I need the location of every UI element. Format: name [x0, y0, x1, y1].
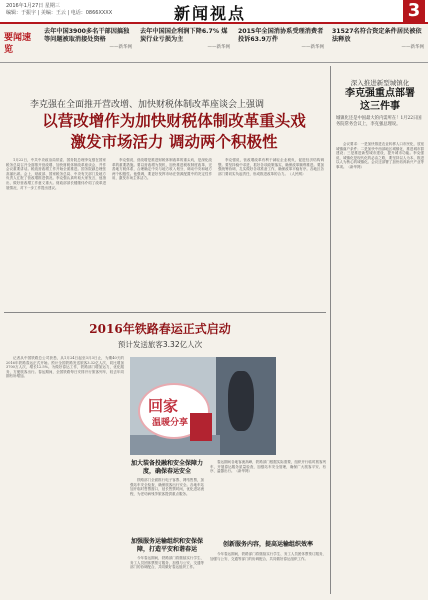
photo-sign-text: 温暖分享	[152, 418, 189, 428]
issue-date	[6, 3, 112, 17]
second-article-col-4	[210, 460, 326, 538]
article-text: 记者从中国铁路总公司获悉，从1月24日起至3月3日止，为期40天的2016年铁路春运正式开始。预计全国铁路发送旅客3.32亿人次，同比增加3700万人次，增长12.5%。为做好春运工作，铁路部门增加运力，优化服务，方便旅客出行。春运期间，全国铁路每日安排开行旅客列车，较去年同期有所增加。	[6, 356, 124, 379]
second-article-col-1	[6, 356, 124, 594]
sidebar-headline-line: 这三件事	[360, 101, 400, 112]
article-text: 1月22日，中共中央政治局常委、国务院总理李克强在国家税务总局召开全面推开营改增、加快财税体制改革座谈会，并作会议重要讲话。税改营改增工作开始全面推进。国务院副总理张高丽出席。会上，财政部、国家税务总局、中央有关部门及地方负责人汇报了营改增推进情况。李克强认真听取大家发言，他指出，做好营改增工作意义重大。财政部部长楼继伟介绍了改革进展情况，对下一步工作提出建议。	[6, 158, 106, 190]
sidebar-headline	[336, 78, 424, 113]
photo-figure	[228, 371, 254, 431]
brief-item-source: ——新华网	[401, 45, 424, 50]
brief-item	[332, 28, 424, 52]
date-line: 2016年1月27日 星期三	[6, 3, 60, 9]
brief-item-title: 去年中国3900多名干部因搞独等问题被取消接处资格	[44, 28, 130, 43]
sub-heading: 加强服务运输组织和安保保障，打造平安和谐春运	[130, 538, 203, 553]
main-kicker: 李克强在全面推开营改增、加快财税体制改革座谈会上强调	[30, 100, 265, 110]
brief-item-source: ——新华网	[109, 45, 132, 50]
page-header	[0, 0, 428, 24]
article-text: 李克强说，营改增是推进财税体制改革的重头戏，是深化改革的重要措施。要以营改增为契机，加快推进税收制度改革，完善地方税体系，合理确定中央与地方收入划分，调动中央和地方两个积极性。他强调，要更好发挥市场在资源配置中的决定性作用，激发市场主体活力。	[112, 158, 212, 181]
main-article-col-1	[6, 158, 106, 310]
sidebar-article	[336, 142, 424, 594]
brief-item	[44, 28, 132, 52]
headline-line: 以营改增作为加快财税体制改革重头戏	[42, 111, 306, 130]
article-text: 会议要求：一是加快推进农业转移人口市民化，放宽城镇落户条件；二是加快中西部地区城镇化，推进城市群建设；三是推进新型城市建设，提升城市功能。李克强说，城镇化是现代化的必由之路，要坚持以人为本，推进以人为核心的城镇化。会议还部署了加快培育新兴产业等事项。（新华网）	[336, 142, 424, 169]
brief-item-title: 2015年全国消协系受理消费者投诉63.9万件	[238, 28, 324, 43]
photo-red-bag	[190, 413, 212, 441]
brief-item	[140, 28, 230, 52]
article-text: 春运期间各地客流高峰，铁路部门根据实际需要，组织开行临时旅客列车，开展春运服务质量检查，加强站车安全管理，确保广大旅客平安、有序、温馨出行。（新华网）	[210, 460, 326, 474]
main-headline	[40, 110, 308, 152]
second-headline: 2016年铁路春运正式启动	[89, 322, 231, 336]
news-brief-bar	[0, 24, 428, 63]
editor-line: 编辑：于振宇 | 美编：王云 | 电话：0866XXXX	[6, 10, 113, 16]
sidebar-lead: 城镇化还是中国最大的内需所在！1月22日国务院常务会议上，李克强总理说。	[336, 116, 422, 127]
brief-item-title: 去年中国国企利润下降6.7% 煤炭行业亏损为主	[140, 28, 228, 43]
sub-heading: 创新服务内容，提高运输组织效率	[222, 541, 313, 548]
sidebar-kicker: 深入推进新型城镇化	[350, 79, 410, 87]
news-photo	[130, 357, 276, 455]
second-article-col-5	[210, 552, 326, 594]
brief-item-source: ——新华网	[207, 45, 230, 50]
main-article-col-3	[218, 158, 324, 310]
column-divider	[330, 66, 331, 594]
headline-line: 激发市场活力 调动两个积极性	[70, 132, 278, 151]
second-article-col-2	[130, 478, 204, 534]
brief-item-source: ——新华网	[301, 45, 324, 50]
brief-item	[238, 28, 324, 52]
main-article-col-2	[112, 158, 212, 310]
photo-sign-text: 回家	[148, 397, 179, 415]
second-subtitle: 预计发送旅客3.32亿人次	[117, 340, 203, 349]
sub-heading: 加大装备投融和安全保障力度，确保春运安全	[130, 460, 203, 475]
sidebar-headline-line: 李克强重点部署	[345, 88, 415, 99]
section-title: 新闻视点	[173, 4, 246, 23]
section-divider	[4, 312, 326, 313]
article-text: 铁路部门全面推行电子客票、网络售票，加强站车安全检查，确保旅客出行安全。各地车站加开临时售票窗口，延长售票时间，优化进站流程，为老幼病残孕旅客提供重点服务。	[130, 478, 204, 496]
brief-item-title: 31527名符合资定条件居民被依法释放	[332, 28, 422, 43]
brief-label: 要闻速览	[4, 33, 32, 55]
second-article-col-3	[130, 556, 204, 594]
page-number: 3	[403, 0, 425, 22]
article-text: 今年春运期间，铁路部门将继续实行学生、务工人员团体票预订服务，加强与公安、交通等部门的协调配合，共同做好春运组织工作。	[130, 556, 204, 570]
article-text: 今年春运期间，铁路部门将继续实行学生、务工人员团体票预订服务，加强与公安、交通等部门的协调配合，共同做好春运组织工作。	[210, 552, 326, 561]
article-text: 李克强说，营改增改革有利于减轻企业税负，促进经济结构调整。要坚持稳中求进，抓好各项政策落实，确保改革顺利推进。要加强统筹协调，扎实做好各项准备工作，确保改革平稳有序。各地区各部门要切实负起责任，形成推进改革的合力。（人民网）	[218, 158, 324, 176]
